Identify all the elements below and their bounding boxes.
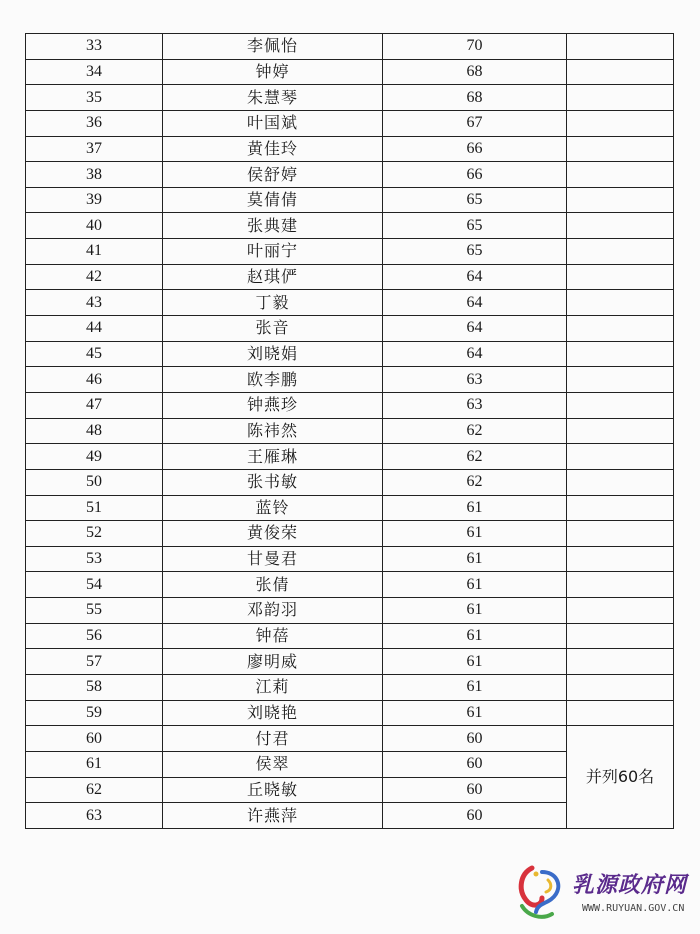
note-cell [567, 469, 674, 495]
score-cell: 66 [383, 162, 567, 188]
name-cell: 黄佳玲 [163, 136, 383, 162]
name-cell: 蓝铃 [163, 495, 383, 521]
score-cell: 62 [383, 444, 567, 470]
table-row [26, 136, 674, 162]
note-cell [567, 521, 674, 547]
score-cell: 61 [383, 495, 567, 521]
rank-cell: 50 [26, 469, 163, 495]
rank-cell: 40 [26, 213, 163, 239]
score-cell: 66 [383, 136, 567, 162]
rank-cell: 61 [26, 751, 163, 777]
rank-cell: 34 [26, 59, 163, 85]
rank-cell: 41 [26, 239, 163, 265]
name-cell: 廖明威 [163, 649, 383, 675]
rank-cell: 55 [26, 598, 163, 624]
score-cell: 62 [383, 469, 567, 495]
table-row [26, 239, 674, 265]
table-row [26, 110, 674, 136]
rank-cell: 56 [26, 623, 163, 649]
table-row [26, 34, 674, 60]
note-cell [567, 700, 674, 726]
name-cell: 钟蓓 [163, 623, 383, 649]
rank-cell: 37 [26, 136, 163, 162]
rank-cell: 52 [26, 521, 163, 547]
score-cell: 60 [383, 803, 567, 829]
table-row [26, 726, 674, 752]
score-cell: 61 [383, 675, 567, 701]
name-cell: 朱慧琴 [163, 85, 383, 111]
name-cell: 付君 [163, 726, 383, 752]
table-row [26, 444, 674, 470]
score-cell: 64 [383, 264, 567, 290]
table-row [26, 649, 674, 675]
name-cell: 钟燕珍 [163, 392, 383, 418]
score-cell: 61 [383, 521, 567, 547]
table-row [26, 598, 674, 624]
rank-cell: 53 [26, 546, 163, 572]
note-cell [567, 85, 674, 111]
score-cell: 60 [383, 751, 567, 777]
table-row [26, 418, 674, 444]
name-cell: 赵琪俨 [163, 264, 383, 290]
site-watermark [512, 862, 698, 924]
score-cell: 65 [383, 239, 567, 265]
score-cell: 60 [383, 726, 567, 752]
name-cell: 欧李鹏 [163, 367, 383, 393]
score-cell: 60 [383, 777, 567, 803]
note-cell [567, 162, 674, 188]
rank-cell: 51 [26, 495, 163, 521]
score-cell: 68 [383, 59, 567, 85]
name-cell: 侯翠 [163, 751, 383, 777]
table-row [26, 162, 674, 188]
score-cell: 64 [383, 341, 567, 367]
score-cell: 63 [383, 367, 567, 393]
rank-cell: 33 [26, 34, 163, 60]
rank-cell: 39 [26, 187, 163, 213]
name-cell: 莫倩倩 [163, 187, 383, 213]
rank-cell: 43 [26, 290, 163, 316]
score-cell: 61 [383, 700, 567, 726]
score-cell: 68 [383, 85, 567, 111]
note-cell [567, 59, 674, 85]
note-cell [567, 316, 674, 342]
table-row [26, 341, 674, 367]
note-cell [567, 34, 674, 60]
note-cell [567, 495, 674, 521]
watermark-url: WWW.RUYUAN.GOV.CN [582, 903, 685, 914]
table-row [26, 623, 674, 649]
rank-cell: 46 [26, 367, 163, 393]
note-cell [567, 239, 674, 265]
score-cell: 63 [383, 392, 567, 418]
name-cell: 张书敏 [163, 469, 383, 495]
rank-cell: 47 [26, 392, 163, 418]
rank-cell: 60 [26, 726, 163, 752]
tie-note-cell: 并列60名 [567, 726, 674, 829]
name-cell: 陈祎然 [163, 418, 383, 444]
score-cell: 61 [383, 623, 567, 649]
score-cell: 67 [383, 110, 567, 136]
table-row [26, 521, 674, 547]
note-cell [567, 572, 674, 598]
score-cell: 62 [383, 418, 567, 444]
watermark-site-name: 乳源政府网 [572, 872, 688, 898]
rank-cell: 48 [26, 418, 163, 444]
note-cell [567, 418, 674, 444]
table-row [26, 85, 674, 111]
name-cell: 王雁琳 [163, 444, 383, 470]
note-cell [567, 675, 674, 701]
note-cell [567, 341, 674, 367]
rank-cell: 63 [26, 803, 163, 829]
note-cell [567, 444, 674, 470]
table-row [26, 495, 674, 521]
note-cell [567, 598, 674, 624]
score-cell: 65 [383, 213, 567, 239]
note-cell [567, 623, 674, 649]
table-row [26, 290, 674, 316]
score-cell: 70 [383, 34, 567, 60]
table-row [26, 316, 674, 342]
rank-cell: 45 [26, 341, 163, 367]
name-cell: 丁毅 [163, 290, 383, 316]
name-cell: 侯舒婷 [163, 162, 383, 188]
rank-cell: 36 [26, 110, 163, 136]
score-cell: 61 [383, 546, 567, 572]
table-row [26, 213, 674, 239]
name-cell: 甘曼君 [163, 546, 383, 572]
note-cell [567, 213, 674, 239]
table-row [26, 59, 674, 85]
rank-cell: 54 [26, 572, 163, 598]
name-cell: 李佩怡 [163, 34, 383, 60]
note-cell [567, 649, 674, 675]
note-cell [567, 367, 674, 393]
score-table-body [26, 34, 674, 829]
table-row [26, 700, 674, 726]
name-cell: 邓韵羽 [163, 598, 383, 624]
table-row [26, 392, 674, 418]
note-cell [567, 546, 674, 572]
name-cell: 丘晓敏 [163, 777, 383, 803]
rank-cell: 44 [26, 316, 163, 342]
score-cell: 64 [383, 290, 567, 316]
table-row [26, 264, 674, 290]
table-row [26, 187, 674, 213]
score-cell: 64 [383, 316, 567, 342]
name-cell: 钟婷 [163, 59, 383, 85]
rank-cell: 35 [26, 85, 163, 111]
score-cell: 61 [383, 649, 567, 675]
table-row [26, 572, 674, 598]
name-cell: 张倩 [163, 572, 383, 598]
name-cell: 张音 [163, 316, 383, 342]
note-cell [567, 264, 674, 290]
rank-cell: 38 [26, 162, 163, 188]
table-row [26, 546, 674, 572]
name-cell: 叶丽宁 [163, 239, 383, 265]
table-row [26, 367, 674, 393]
rank-cell: 58 [26, 675, 163, 701]
name-cell: 黄俊荣 [163, 521, 383, 547]
score-cell: 61 [383, 572, 567, 598]
note-cell [567, 392, 674, 418]
name-cell: 刘晓娟 [163, 341, 383, 367]
name-cell: 许燕萍 [163, 803, 383, 829]
rank-cell: 59 [26, 700, 163, 726]
note-cell [567, 187, 674, 213]
note-cell [567, 110, 674, 136]
note-cell [567, 290, 674, 316]
rank-cell: 57 [26, 649, 163, 675]
table-row [26, 469, 674, 495]
table-row [26, 675, 674, 701]
dragon-logo-icon [512, 862, 570, 922]
name-cell: 张典建 [163, 213, 383, 239]
name-cell: 刘晓艳 [163, 700, 383, 726]
rank-cell: 42 [26, 264, 163, 290]
score-cell: 65 [383, 187, 567, 213]
score-cell: 61 [383, 598, 567, 624]
rank-cell: 62 [26, 777, 163, 803]
note-cell [567, 136, 674, 162]
name-cell: 叶国斌 [163, 110, 383, 136]
rank-cell: 49 [26, 444, 163, 470]
name-cell: 江莉 [163, 675, 383, 701]
score-table [25, 33, 674, 829]
